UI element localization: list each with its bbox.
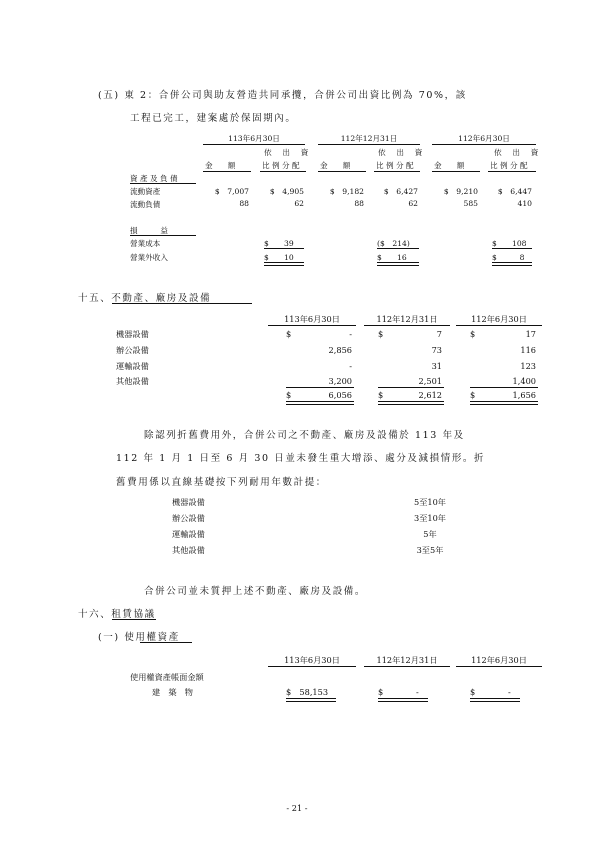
sec15-row3-v2: 31	[431, 361, 442, 371]
jv-row-current-liab-c2: 62	[294, 199, 304, 208]
jv-share-top-2: 依 出 資	[378, 148, 424, 157]
sec15-row2-v2: 73	[431, 345, 442, 355]
jv-row-current-liab-label: 流動負債	[130, 200, 161, 209]
sec15-row1-dollar1: $	[286, 329, 292, 339]
sec15-row4-v2: 2,501	[418, 376, 442, 386]
sec15-row3-v1: -	[349, 361, 352, 371]
sec16-v3: $ -	[470, 687, 511, 697]
life-row3-years: 5年	[423, 529, 437, 539]
sec16-v2: $ -	[378, 687, 419, 697]
jv-row-current-assets-c4: $ 6,427	[383, 187, 418, 196]
jv-amount-1: 金 額	[205, 161, 236, 170]
sec15-row4-label: 其他設備	[116, 376, 149, 386]
life-row4-label: 其他設備	[172, 545, 205, 555]
jv-share-top-3: 依 出 資	[494, 148, 540, 157]
life-row1-years: 5至10年	[413, 497, 446, 507]
jv-period-3: 112年6月30日	[458, 134, 510, 143]
jv-row-current-assets-c5: $ 9,210	[443, 187, 478, 196]
sec16-row-head: 使用權資產帳面金額	[130, 672, 204, 682]
sec15-total-v1: 6,056	[328, 390, 352, 400]
jv-row-op-cost-c2: $ 39	[264, 239, 294, 248]
sec15-row1-dollar2: $	[378, 329, 384, 339]
jv-period-1: 113年6月30日	[228, 134, 280, 143]
jv-row-current-assets-c1: $ 7,007	[214, 187, 249, 196]
sec15-row1-v2: 7	[436, 329, 442, 339]
jv-row-nonop-c2: $ 10	[264, 253, 294, 262]
sec16-sub1: (一) 使用權資產	[98, 632, 180, 643]
jv-row-current-assets-label: 流動資產	[130, 187, 161, 196]
jv-row-op-cost-c4: ($ 214)	[377, 239, 410, 248]
sec15-row1-v3: 17	[525, 329, 536, 339]
sec15-period-2: 112年12月31日	[376, 314, 438, 324]
jv-amount-2: 金 額	[320, 161, 351, 170]
sec15-row2-v3: 116	[520, 345, 536, 355]
jv-period-2: 112年12月31日	[340, 134, 398, 143]
note5-line1: (五) 東 2：合併公司與助友營造共同承攬，合併公司出資比例為 70%，該	[98, 90, 467, 101]
jv-row-nonop-c4: $ 16	[377, 253, 407, 262]
sec15-row3-v3: 123	[520, 361, 536, 371]
jv-share-bottom-3: 比 例 分 配	[490, 161, 528, 170]
jv-row-op-cost-label: 營業成本	[130, 239, 161, 248]
sec15-period-3: 112年6月30日	[471, 314, 527, 324]
sec15-para4: 合併公司並未質押上述不動產、廠房及設備。	[144, 586, 367, 597]
jv-amount-3: 金 額	[434, 161, 465, 170]
sec15-total-v2: 2,612	[418, 390, 442, 400]
sec15-para3: 舊費用係以直線基礎按下列耐用年數計提：	[116, 477, 327, 488]
life-row2-years: 3至10年	[413, 513, 446, 523]
sec16-period-1: 113年6月30日	[284, 655, 340, 665]
jv-share-bottom-1: 比 例 分 配	[262, 161, 300, 170]
jv-row-nonop-c6: $ 8	[492, 253, 525, 262]
jv-section-assets: 資 產 及 負 債	[130, 174, 178, 183]
sec15-row1-v1: -	[349, 329, 352, 339]
jv-row-op-cost-c6: $ 108	[492, 239, 527, 248]
jv-share-bottom-2: 比 例 分 配	[376, 161, 414, 170]
jv-row-current-assets-c3: $ 9,182	[329, 187, 364, 196]
sec15-row4-v3: 1,400	[512, 376, 536, 386]
life-row1-label: 機器設備	[172, 497, 205, 507]
jv-share-top-1: 依 出 資	[264, 148, 310, 157]
note5-line2: 工程已完工，建案處於保固期內。	[130, 113, 297, 124]
sec15-row2-v1: 2,856	[328, 345, 352, 355]
jv-row-current-liab-c3: 88	[354, 199, 364, 208]
sec15-row1-dollar3: $	[470, 329, 476, 339]
sec15-total-v3: 1,656	[512, 390, 536, 400]
jv-row-current-liab-c6: 410	[517, 199, 532, 208]
sec15-row1-label: 機器設備	[116, 329, 149, 339]
page-number: - 21 -	[286, 803, 308, 813]
jv-row-current-assets-c6: $ 6,447	[497, 187, 532, 196]
sec15-row3-label: 運輸設備	[116, 361, 149, 371]
jv-row-current-liab-c4: 62	[408, 199, 418, 208]
jv-row-current-liab-c1: 88	[239, 199, 249, 208]
jv-row-current-assets-c2: $ 4,905	[269, 187, 304, 196]
sec16-period-3: 112年6月30日	[471, 655, 527, 665]
sec15-para1: 除認列折舊費用外，合併公司之不動產、廠房及設備於 113 年及	[144, 430, 465, 441]
sec15-total-dollar3: $	[470, 390, 476, 400]
life-row3-label: 運輸設備	[172, 529, 205, 539]
sec15-para2: 112 年 1 月 1 日至 6 月 30 日並未發生重大增添、處分及減損情形。折	[116, 453, 486, 464]
sec16-row-label: 建 築 物	[152, 687, 193, 697]
sec15-period-1: 113年6月30日	[284, 314, 340, 324]
sec16-title: 十六、租賃協議	[78, 609, 156, 620]
jv-row-current-liab-c5: 585	[463, 199, 478, 208]
sec15-title: 十五、不動產、廠房及設備	[78, 293, 212, 304]
life-row2-label: 辦公設備	[172, 513, 205, 523]
sec15-total-dollar1: $	[286, 390, 292, 400]
sec15-row2-label: 辦公設備	[116, 345, 149, 355]
jv-section-pl: 損 益	[130, 226, 168, 235]
sec16-v1: $ 58,153	[286, 687, 329, 697]
sec15-total-dollar2: $	[378, 390, 384, 400]
sec15-row4-v1: 3,200	[328, 376, 352, 386]
life-row4-years: 3至5年	[416, 545, 444, 555]
sec16-period-2: 112年12月31日	[376, 655, 438, 665]
jv-row-nonop-label: 營業外收入	[130, 253, 168, 262]
